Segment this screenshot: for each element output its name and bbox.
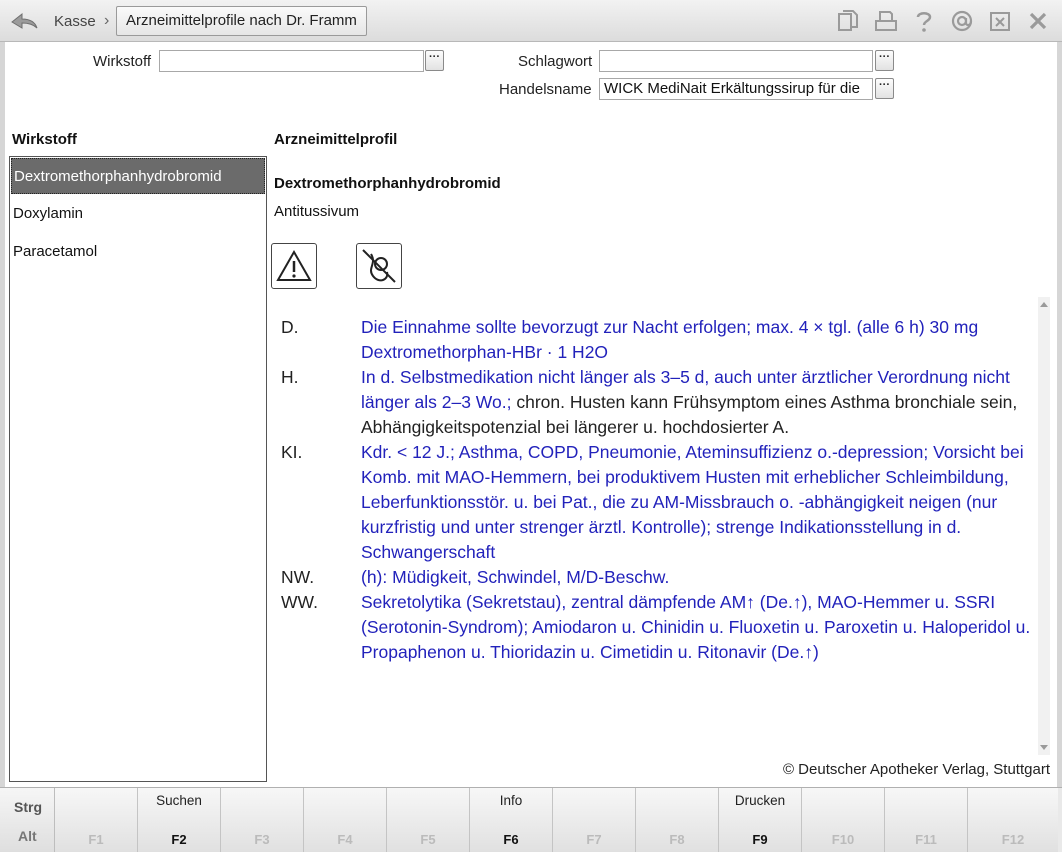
profile-scrollbar[interactable] [1038,297,1050,755]
documents-icon[interactable] [834,8,862,34]
profile-heading: Arzneimittelprofil [274,131,398,148]
fkey-label: Drucken [734,793,786,808]
fkey-f5[interactable] [387,788,470,852]
warning-icon [271,243,317,289]
fkey-f3[interactable] [221,788,304,852]
fkey-f10[interactable] [802,788,885,852]
profile-row-value-text: In d. Selbstmedikation nicht länger als 3–5 d, auch unter ärztlicher Verordnung nicht länger als 2–3 Wo.; [361,367,1010,412]
handelsname-browse-button[interactable]: ··· [875,78,894,99]
fkey-number: F8 [669,832,685,847]
breadcrumb-kasse[interactable]: Kasse [54,13,96,30]
profile-row-value-text: (h): Müdigkeit, Schwindel, M/D-Beschw. [361,567,670,587]
schlagwort-input[interactable] [599,50,873,72]
frame-left [0,42,5,787]
modifier-key[interactable] [0,788,55,852]
profile-row-value [361,315,1031,365]
fkey-f7[interactable] [553,788,636,852]
wirkstoff-input[interactable] [159,50,424,72]
schlagwort-label: Schlagwort [518,53,593,70]
profile-row-value-text: Sekretolytika (Sekretstau), zentral dämpfende AM↑ (De.↑), MAO-Hemmer u. SSRI (Serotonin-Syndrom); Amiodaron u. Chinidin u. Fluoxetin u. Paroxetin u. Haloperidol u. Propaphenon u. Thioridazin u. Cimetidin u. Ritonavir (De.↑) [361,592,1031,662]
profile-table [281,315,1031,665]
fkey-number: F7 [586,832,602,847]
fkey-number: F9 [752,832,768,847]
fkey-label: Info [499,793,523,808]
fkey-f11[interactable] [885,788,968,852]
scroll-up-arrow-icon[interactable] [1040,302,1048,307]
handelsname-label: Handelsname [499,81,592,98]
back-arrow-icon[interactable] [8,8,40,34]
exit-module-icon[interactable] [986,8,1014,34]
profile-row-key: WW. [281,592,318,612]
fkey-f8[interactable] [636,788,719,852]
profile-row [281,315,1031,365]
profile-row-value [361,440,1031,565]
copyright-notice: © Deutscher Apotheker Verlag, Stuttgart [782,761,1050,778]
modifier-strg: Strg [14,799,42,815]
fkey-f1[interactable] [55,788,138,852]
modifier-alt: Alt [18,828,37,844]
list-item[interactable]: Doxylamin [13,205,84,222]
profile-row [281,365,1031,440]
no-driving-icon [356,243,402,289]
profile-row [281,590,1031,665]
top-bar [0,0,1062,42]
profile-row-key: NW. [281,567,315,587]
wirkstoff-list [9,156,267,782]
fkey-number: F1 [88,832,104,847]
substance-name: Dextromethorphanhydrobromid [274,175,501,192]
scroll-down-arrow-icon[interactable] [1040,745,1048,750]
list-item[interactable]: Paracetamol [13,243,98,260]
substance-class: Antitussivum [274,203,360,220]
breadcrumb-separator: › [104,12,110,29]
fkey-f6-info[interactable] [470,788,553,852]
breadcrumb-current[interactable]: Arzneimittelprofile nach Dr. Framm [116,6,367,36]
profile-row-value-text: Die Einnahme sollte bevorzugt zur Nacht erfolgen; max. 4 × tgl. (alle 6 h) 30 mg Dextromethorphan-HBr · 1 H2O [361,317,979,362]
function-key-bar [0,787,1062,852]
fkey-f9-drucken[interactable] [719,788,802,852]
fkey-label: Suchen [156,793,202,808]
profile-row-value [361,365,1031,440]
at-icon[interactable] [948,8,976,34]
fkey-f12[interactable] [968,788,1058,852]
fkey-number: F3 [254,832,270,847]
frame-right [1057,42,1062,787]
list-item[interactable]: Dextromethorphanhydrobromid [11,158,265,194]
profile-row-value-note: chron. Husten kann Frühsymptom eines Asthma bronchiale sein, Abhängigkeitspotenzial bei längerer u. hochdosierter A. [361,392,1018,437]
handelsname-input[interactable]: WICK MediNait Erkältungssirup für die [599,78,873,100]
profile-row [281,440,1031,565]
fkey-number: F11 [915,832,937,847]
fkey-number: F10 [831,832,855,847]
toolbar-icons [834,8,1052,34]
fkey-number: F12 [1001,832,1025,847]
profile-row-key: D. [281,317,299,337]
profile-row-value [361,590,1031,665]
fkey-f2-suchen[interactable] [138,788,221,852]
fkey-number: F5 [420,832,436,847]
profile-row-value [361,565,1031,590]
close-icon[interactable] [1024,8,1052,34]
print-icon[interactable] [872,8,900,34]
profile-row [281,565,1031,590]
wirkstoff-list-heading: Wirkstoff [12,131,77,148]
profile-row-key: KI. [281,442,303,462]
profile-row-key: H. [281,367,299,387]
fkey-number: F2 [171,832,187,847]
wirkstoff-browse-button[interactable]: ··· [425,50,444,71]
profile-row-value-text: Kdr. < 12 J.; Asthma, COPD, Pneumonie, Ateminsuffizienz o.-depression; Vorsicht bei Komb. mit MAO-Hemmern, bei produktivem Husten mit erheblicher Schleimbildung, Leberfunktionsstör. u. bei Pat., die zu AM-Missbrauch o. -abhängigkeit neigen (nur kurzfristig und unter strenger ärztl. Kontrolle); strenge Indikationsstellung in d. Schwangerschaft [361,442,1024,562]
wirkstoff-label: Wirkstoff [93,53,152,70]
fkey-number: F4 [337,832,353,847]
fkey-number: F6 [503,832,519,847]
schlagwort-browse-button[interactable]: ··· [875,50,894,71]
fkey-f4[interactable] [304,788,387,852]
help-icon[interactable] [910,8,938,34]
